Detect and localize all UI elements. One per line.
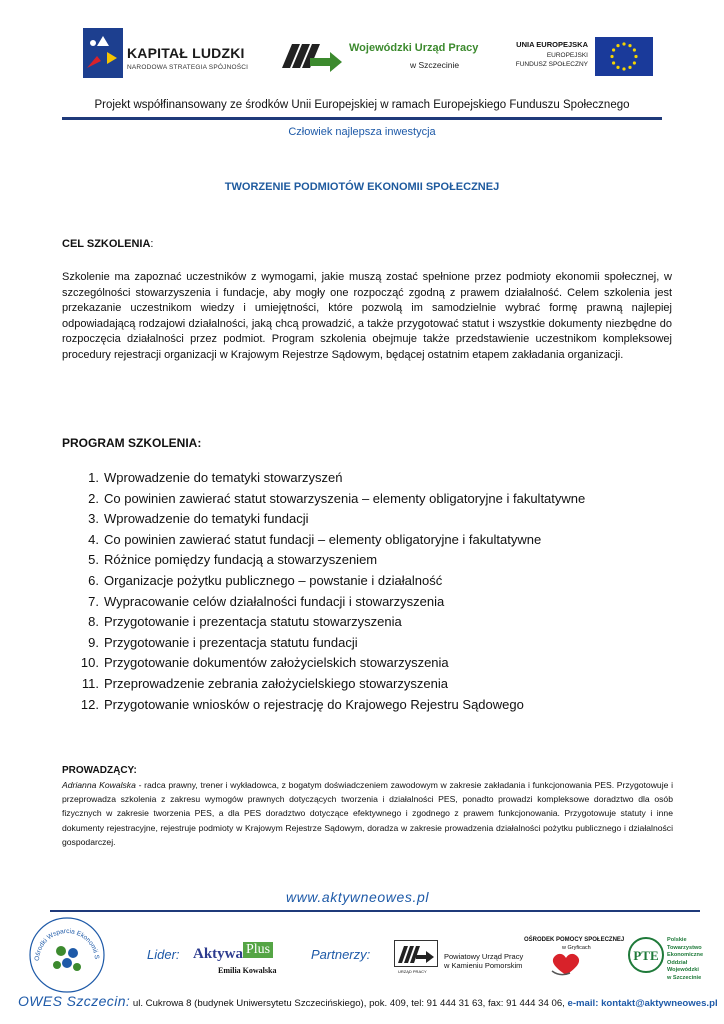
document-title: TWORZENIE PODMIOTÓW EKONOMII SPOŁECZNEJ [224,181,500,193]
list-item [62,571,682,592]
eu-stars-icon [595,37,653,76]
pte-logo [628,937,664,973]
kapital-ludzki-logo [83,28,123,78]
ops-heart-icon [548,951,584,977]
kapital-ludzki-emblem [83,28,123,78]
pte-line: Towarzystwo [667,944,702,951]
aktywa-plus-logo-main: Aktywa [193,946,244,962]
list-item [62,509,682,530]
list-item-number: 7. [88,593,99,609]
pup-title-line2: w Kamieniu Pomorskim [444,961,523,970]
list-item-number: 2. [88,490,99,506]
kapital-ludzki-title: KAPITAŁ LUDZKI [127,45,245,61]
owes-seal-icon [27,915,107,995]
ops-subtitle: w Gryficach [562,945,591,951]
program-list [62,468,682,715]
instructor-bio-text: - radca prawny, trener i wykładowca, z bogatym doświadczeniem zawodowym w zakresie zakładania i funkcjonowania PES. Przygotowuje i przeprowadza szkolenia z zakresu wymogów prawnych dotyczących tworzenia i działalności PES, ponadto prowadzi kompleksowe doradztwo dla osób fizycznych w zakresie tworzenia PES, a dla PES doradztwo dotyczące efektywnego i zgodnego z prawem funkcjonowania. Przygotowuje statuty i inne dokumenty rejestracyjne, rejestruje podmioty w Krajowym Rejestrze Sądowym, doradza w zakresie prowadzenia działalności pożytku publicznego i działalności gospodarczej. [62,780,673,847]
pte-seal-icon [628,937,664,973]
pup-arrow-icon [394,940,438,967]
eu-subtitle [505,51,588,69]
pte-line: w Szczecinie [667,974,702,981]
wup-title: Wojewódzki Urząd Pracy [349,42,479,54]
list-item-text: Przeprowadzenie zebrania założycielskiego stowarzyszenia [104,675,448,691]
eu-subtitle-line2: FUNDUSZ SPOŁECZNY [515,61,588,68]
instructor-heading-label: PROWADZĄCY [62,765,134,776]
pup-title-line1: Powiatowy Urząd Pracy [444,952,524,961]
eu-subtitle-line1: EUROPEJSKI [546,52,588,59]
owes-label: OWES Szczecin: [18,993,131,1009]
list-item [62,550,682,571]
list-item-number: 12. [80,696,99,712]
list-item-text: Przygotowanie wniosków o rejestrację do Krajowego Rejestru Sądowego [104,696,524,712]
slogan: Człowiek najlepsza inwestycja [288,126,436,138]
aktywa-plus-logo-sub: Emilia Kowalska [218,966,277,975]
pup-logo [394,940,438,967]
list-item-text: Organizacje pożytku publicznego – powstanie i działalność [104,572,443,588]
owes-seal-logo [27,915,107,995]
owes-seal-text: Ośrodki Wsparcia Ekonomii S [33,927,100,962]
list-item [62,592,682,613]
pup-title [444,952,524,970]
list-item-text: Przygotowanie i prezentacja statutu fundacji [104,634,358,650]
list-item-text: Wprowadzenie do tematyki stowarzyszeń [104,470,343,485]
goal-heading-label: CEL SZKOLENIA [62,238,151,250]
pte-line: Wojewódzki [667,967,699,974]
list-item-number: 10. [80,655,99,671]
list-item [62,612,682,633]
ops-title: OŚRODEK POMOCY SPOŁECZNEJ [524,937,625,943]
pte-line: Ekonomiczne [667,952,704,959]
list-item [62,674,682,695]
pte-line: Polskie [667,937,687,943]
project-funding-line: Projekt współfinansowany ze środków Unii Europejskiej w ramach Europejskiego Funduszu Społecznego [94,99,630,111]
wup-arrow-icon [280,38,344,72]
list-item [62,695,682,716]
list-item-text: Co powinien zawierać statut fundacji – elementy obligatoryjne i fakultatywne [104,531,542,547]
footer-divider [50,910,700,912]
list-item-number: 3. [88,511,99,527]
list-item-text: Wprowadzenie do tematyki fundacji [104,511,309,527]
list-item-text: Przygotowanie i prezentacja statutu stowarzyszenia [104,614,402,630]
list-item-number: 1. [88,470,99,485]
contact-address [18,993,718,1009]
eu-title: UNIA EUROPEJSKA [516,40,588,49]
aktywa-plus-logo-plus: Plus [243,942,273,958]
list-item-number: 5. [88,552,99,568]
email-link[interactable]: e-mail: kontakt@aktywneowes.pl [567,998,718,1009]
list-item [62,530,682,551]
list-item [62,633,682,654]
instructor-name: Adrianna Kowalska [62,780,136,790]
pup-caption: URZĄD PRACY [398,969,427,974]
list-item-text: Przygotowanie dokumentów założycielskich stowarzyszenia [104,655,449,671]
goal-heading-colon: : [150,238,154,250]
list-item-text: Co powinien zawierać statut stowarzyszenia – elementy obligatoryjne i fakultatywne [104,490,586,506]
address-text: ul. Cukrowa 8 (budynek Uniwersytetu Szczecińskiego), pok. 409, tel: 91 444 31 63, fax: 91 444 34 06, [130,998,568,1009]
list-item-number: 9. [88,634,99,650]
list-item [62,653,682,674]
goal-text: Szkolenie ma zapoznać uczestników z wymogami, jakie muszą zostać spełnione przez podmioty ekonomii społecznej, w szczególności stowarzyszenia i fundacje, aby mogły one rozpocząć zgodną z prawem działalność. Celem szkolenia jest przekazanie uczestnikom wiedzy i umiejętności, które pozwolą im samodzielnie wybrać formę prawną najlepiej odpowiadającą rodzajowi działalności, jaką chcą prowadzić, a także przygotować statut i wszystkie dokumenty niezbędne do rozpoczęcia działalności przez podmiot. Program szkolenia obejmuje także przedstawienie uczestnikom kompleksowej procedury rejestracji organizacji w Krajowym Rejestrze Sądowym, będącej ostatnim etapem zakładania organizacji. [62,271,672,361]
instructor-heading-colon: : [133,765,137,776]
wup-subtitle: w Szczecinie [410,60,460,70]
list-item [62,468,682,489]
kapital-ludzki-subtitle: NARODOWA STRATEGIA SPÓJNOŚCI [127,64,249,71]
partners-label: Partnerzy: [311,947,371,962]
list-item [62,489,682,510]
pte-line: Oddział [667,959,688,966]
website-link[interactable]: www.aktywneowes.pl [286,889,430,905]
program-heading: PROGRAM SZKOLENIA: [62,436,202,450]
instructor-heading [62,765,137,776]
wup-logo [280,38,344,72]
header-divider [62,117,662,120]
list-item-number: 6. [88,572,99,588]
heart-hand-icon [548,951,584,977]
list-item-text: Wypracowanie celów działalności fundacji i stowarzyszenia [104,593,445,609]
pte-seal-letters: PTE [633,948,659,963]
instructor-bio [62,778,673,849]
pte-text [667,937,703,983]
list-item-number: 11. [81,675,99,691]
goal-heading [62,238,153,250]
eu-flag-icon [595,37,653,76]
list-item-text: Różnice pomiędzy fundacją a stowarzyszeniem [104,552,378,568]
lider-label: Lider: [147,947,180,962]
list-item-number: 8. [88,614,99,630]
list-item-number: 4. [88,531,99,547]
